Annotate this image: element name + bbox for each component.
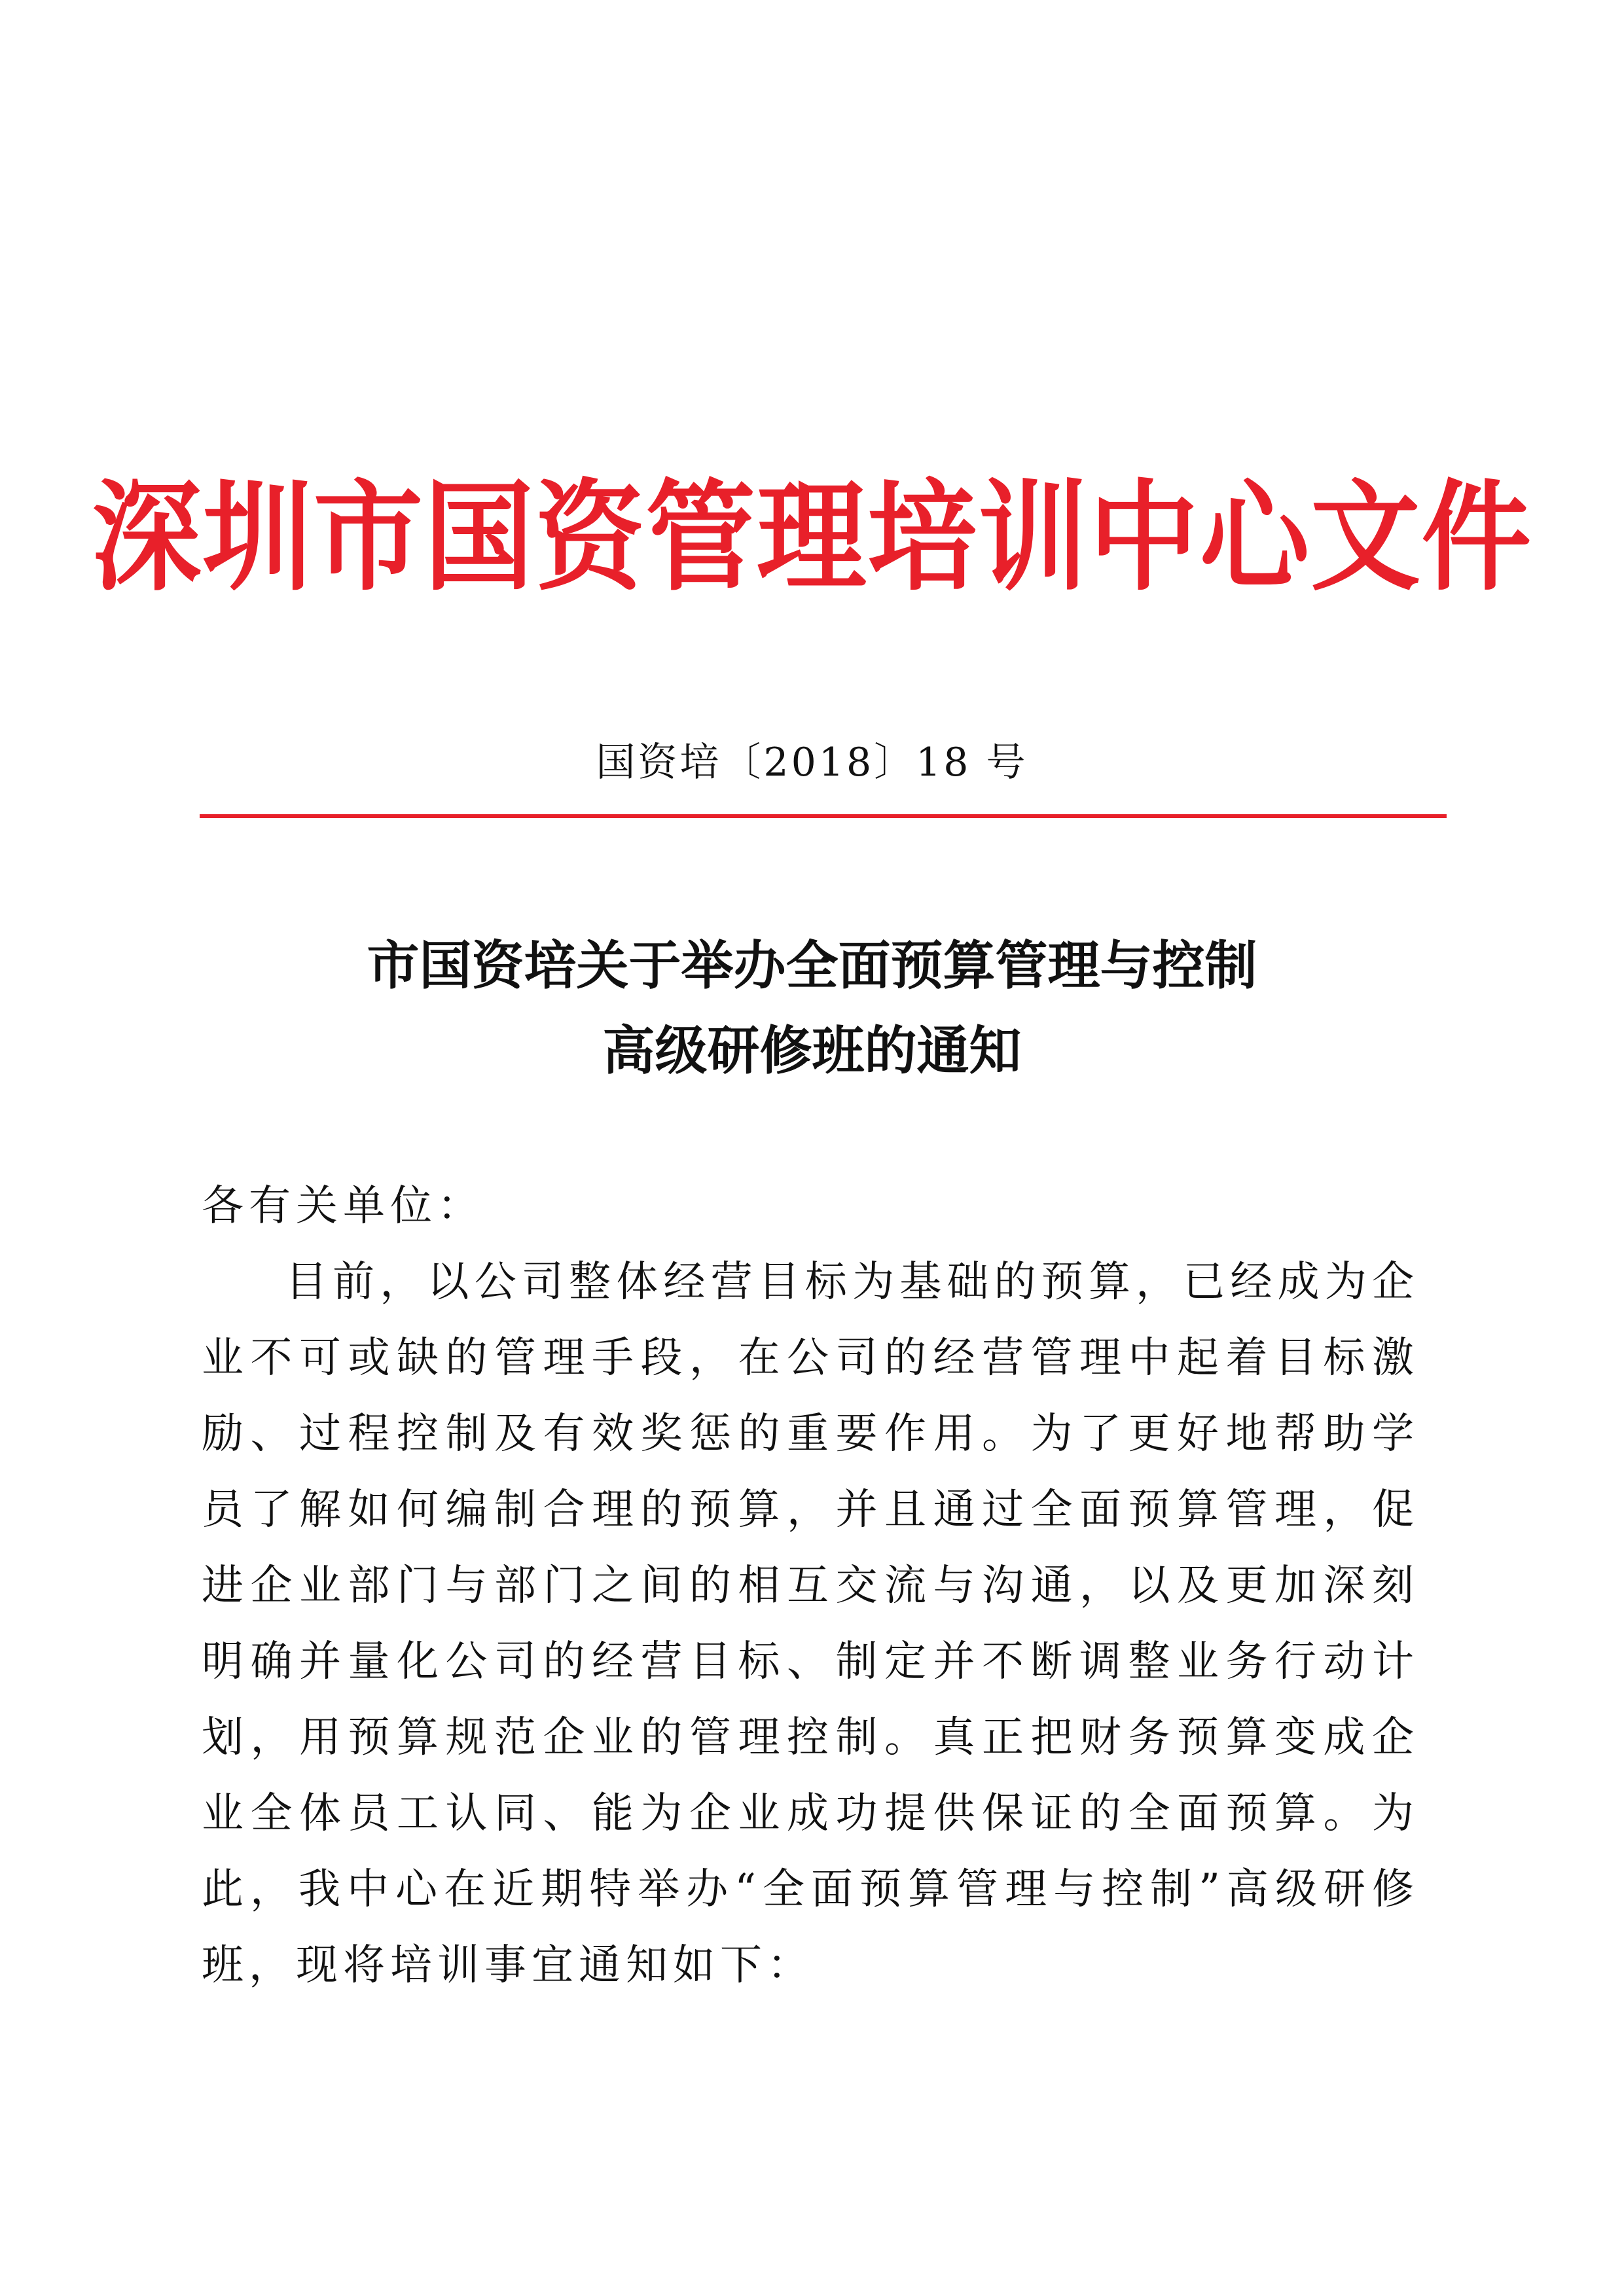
notice-title bbox=[0, 923, 1624, 1093]
issuer-header: 深圳市国资管理培训中心文件 bbox=[92, 467, 1532, 607]
notice-title-line-2: 高级研修班的通知 bbox=[602, 1020, 1022, 1081]
notice-body bbox=[202, 1168, 1419, 2003]
salutation: 各有关单位： bbox=[202, 1182, 484, 1230]
red-separator-line bbox=[200, 814, 1447, 818]
body-paragraph-1: 目前，以公司整体经营目标为基础的预算，已经成为企业不可或缺的管理手段，在公司的经营管理中起着目标激励、过程控制及有效奖惩的重要作用。为了更好地帮助学员了解如何编制合理的预算，并且通过全面预算管理，促进企业部门与部门之间的相互交流与沟通，以及更加深刻明确并量化公司的经营目标、制定并不断调整业务行动计划，用预算规范企业的管理控制。真正把财务预算变成企业全体员工认同、能为企业成功提供保证的全面预算。为此，我中心在近期特举办“全面预算管理与控制”高级研修班，现将培训事宜通知如下： bbox=[202, 1258, 1419, 1990]
notice-title-line-1: 市国资培关于举办全面预算管理与控制 bbox=[367, 935, 1257, 996]
document-number: 国资培〔2018〕18 号 bbox=[596, 740, 1028, 785]
